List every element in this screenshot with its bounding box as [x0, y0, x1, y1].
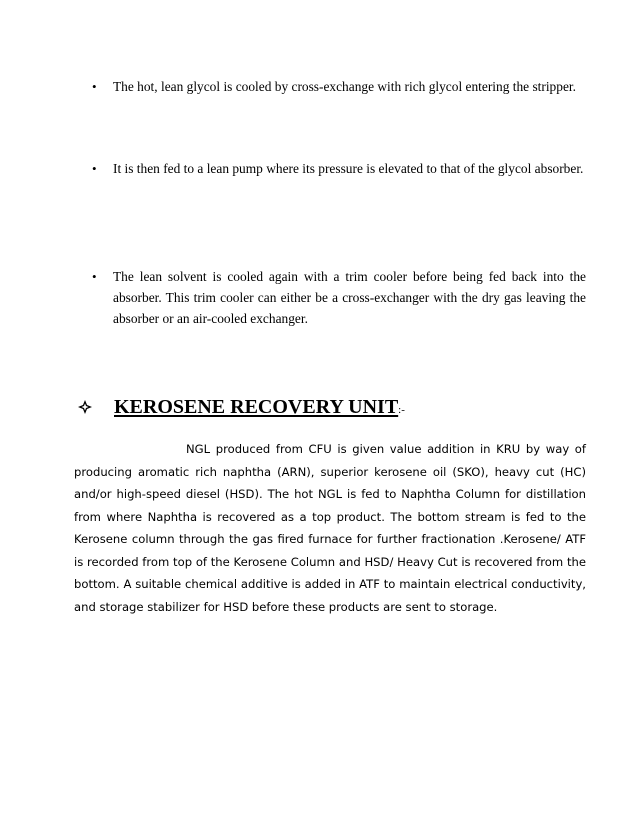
list-item — [92, 158, 586, 179]
bullet-text: The hot, lean glycol is cooled by cross-exchange with rich glycol entering the stripper. — [113, 79, 576, 94]
section-paragraph — [74, 438, 586, 618]
bullet-icon: • — [92, 79, 97, 94]
bullet-text: It is then fed to a lean pump where its pressure is elevated to that of the glycol absorber. — [113, 161, 584, 176]
paragraph-text: NGL produced from CFU is given value addition in KRU by way of producing aromatic rich naphtha (ARN), superior kerosene oil (SKO), heavy cut (HC) and/or high-speed diesel (HSD). The hot NGL is fed to Naphtha Column for distillation from where Naphtha is recovered as a top product. The bottom stream is fed to the Kerosene column through the gas fired furnace for further fractionation .Kerosene/ ATF is recorded from top of the Kerosene Column and HSD/ Heavy Cut is recovered from the bottom. A suitable chemical additive is added in ATF to maintain electrical conductivity, and storage stabilizer for HSD before these products are sent to storage. — [74, 442, 586, 614]
list-item — [92, 76, 586, 97]
bullet-icon: • — [92, 161, 97, 176]
list-item — [92, 266, 586, 329]
diamond-bullet-icon — [78, 400, 92, 414]
bullet-icon: • — [92, 269, 97, 284]
section-title-suffix: :- — [398, 404, 405, 416]
section-heading — [78, 396, 405, 419]
section-title: KEROSENE RECOVERY UNIT — [114, 396, 399, 418]
bullet-text: The lean solvent is cooled again with a trim cooler before being fed back into the absorber. This trim cooler can either be a cross-exchanger with the dry gas leaving the absorber or an air-cooled exchanger. — [113, 269, 586, 326]
